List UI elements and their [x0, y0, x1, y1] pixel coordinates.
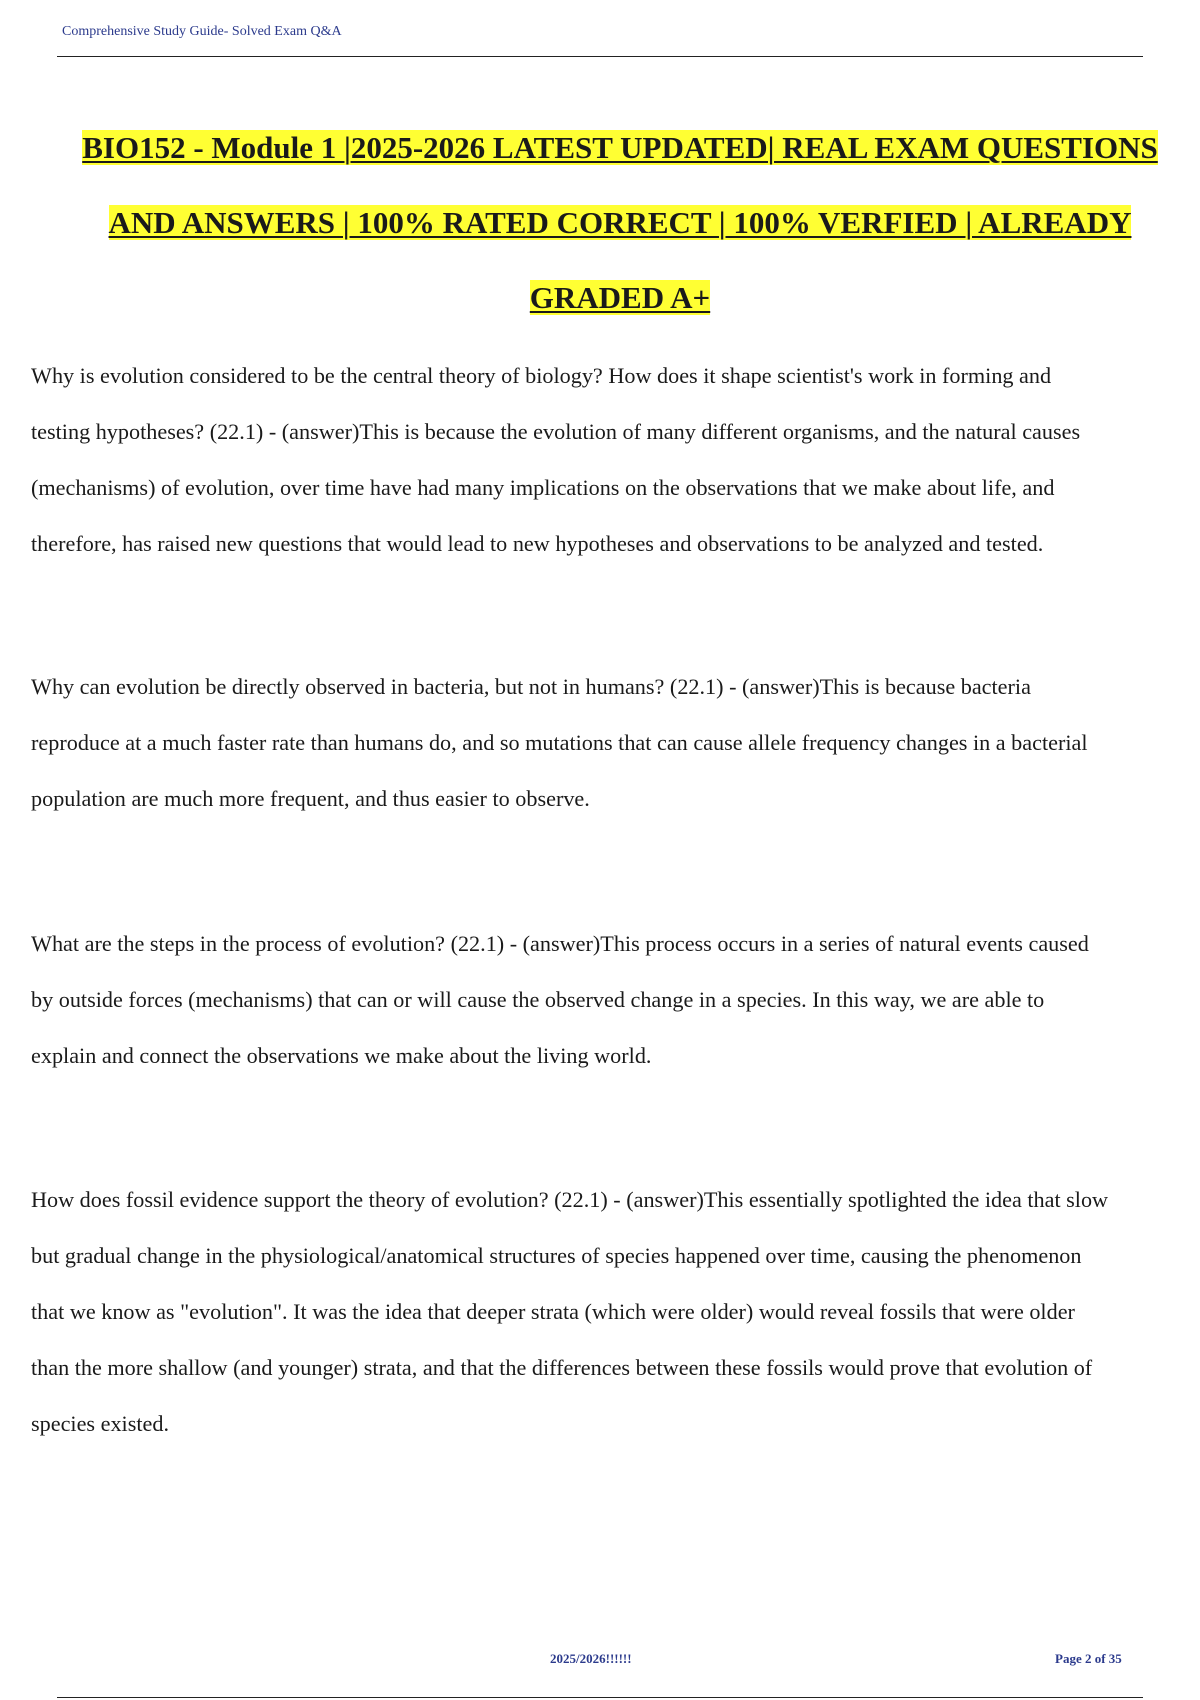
title-line: BIO152 - Module 1 |2025-2026 LATEST UPDATED| REAL EXAM QUESTIONS — [82, 130, 1158, 165]
document-title — [0, 110, 1200, 335]
qa-line: population are much more frequent, and thus easier to observe. — [31, 786, 590, 811]
title-line: GRADED A+ — [529, 280, 711, 315]
qa-item — [31, 348, 1200, 572]
qa-line: explain and connect the observations we make about the living world. — [31, 1043, 652, 1068]
qa-line: What are the steps in the process of evolution? (22.1) - (answer)This process occurs in a series of natural events caused — [31, 931, 1089, 956]
qa-line: by outside forces (mechanisms) that can or will cause the observed change in a species. In this way, we are able to — [31, 987, 1045, 1012]
qa-line: testing hypotheses? (22.1) - (answer)This is because the evolution of many different organisms, and the natural causes — [31, 419, 1081, 444]
qa-line: How does fossil evidence support the theory of evolution? (22.1) - (answer)This essentially spotlighted the idea that slow — [31, 1187, 1109, 1212]
qa-line: but gradual change in the physiological/anatomical structures of species happened over time, causing the phenomenon — [31, 1243, 1082, 1268]
qa-item — [31, 1172, 1200, 1452]
qa-line: (mechanisms) of evolution, over time have had many implications on the observations that we make about life, and — [31, 475, 1055, 500]
qa-line: Why is evolution considered to be the central theory of biology? How does it shape scientist's work in forming and — [31, 363, 1052, 388]
header-divider — [57, 56, 1143, 57]
qa-line: than the more shallow (and younger) strata, and that the differences between these fossils would prove that evolution of — [31, 1355, 1093, 1380]
footer-year: 2025/2026!!!!!! — [550, 1651, 632, 1666]
footer-divider — [57, 1697, 1143, 1698]
qa-line: reproduce at a much faster rate than humans do, and so mutations that can cause allele frequency changes in a bacterial — [31, 730, 1088, 755]
qa-line: species existed. — [31, 1411, 170, 1436]
qa-line: therefore, has raised new questions that would lead to new hypotheses and observations to be analyzed and tested. — [31, 531, 1044, 556]
page-number: Page 2 of 35 — [1055, 1651, 1122, 1666]
title-line: AND ANSWERS | 100% RATED CORRECT | 100% VERFIED | ALREADY — [108, 205, 1132, 240]
running-header: Comprehensive Study Guide- Solved Exam Q&A — [62, 24, 342, 39]
qa-item — [31, 916, 1200, 1084]
qa-line: that we know as "evolution". It was the idea that deeper strata (which were older) would reveal fossils that were older — [31, 1299, 1075, 1324]
qa-line: Why can evolution be directly observed in bacteria, but not in humans? (22.1) - (answer)This is because bacteria — [31, 674, 1031, 699]
qa-item — [31, 659, 1200, 827]
